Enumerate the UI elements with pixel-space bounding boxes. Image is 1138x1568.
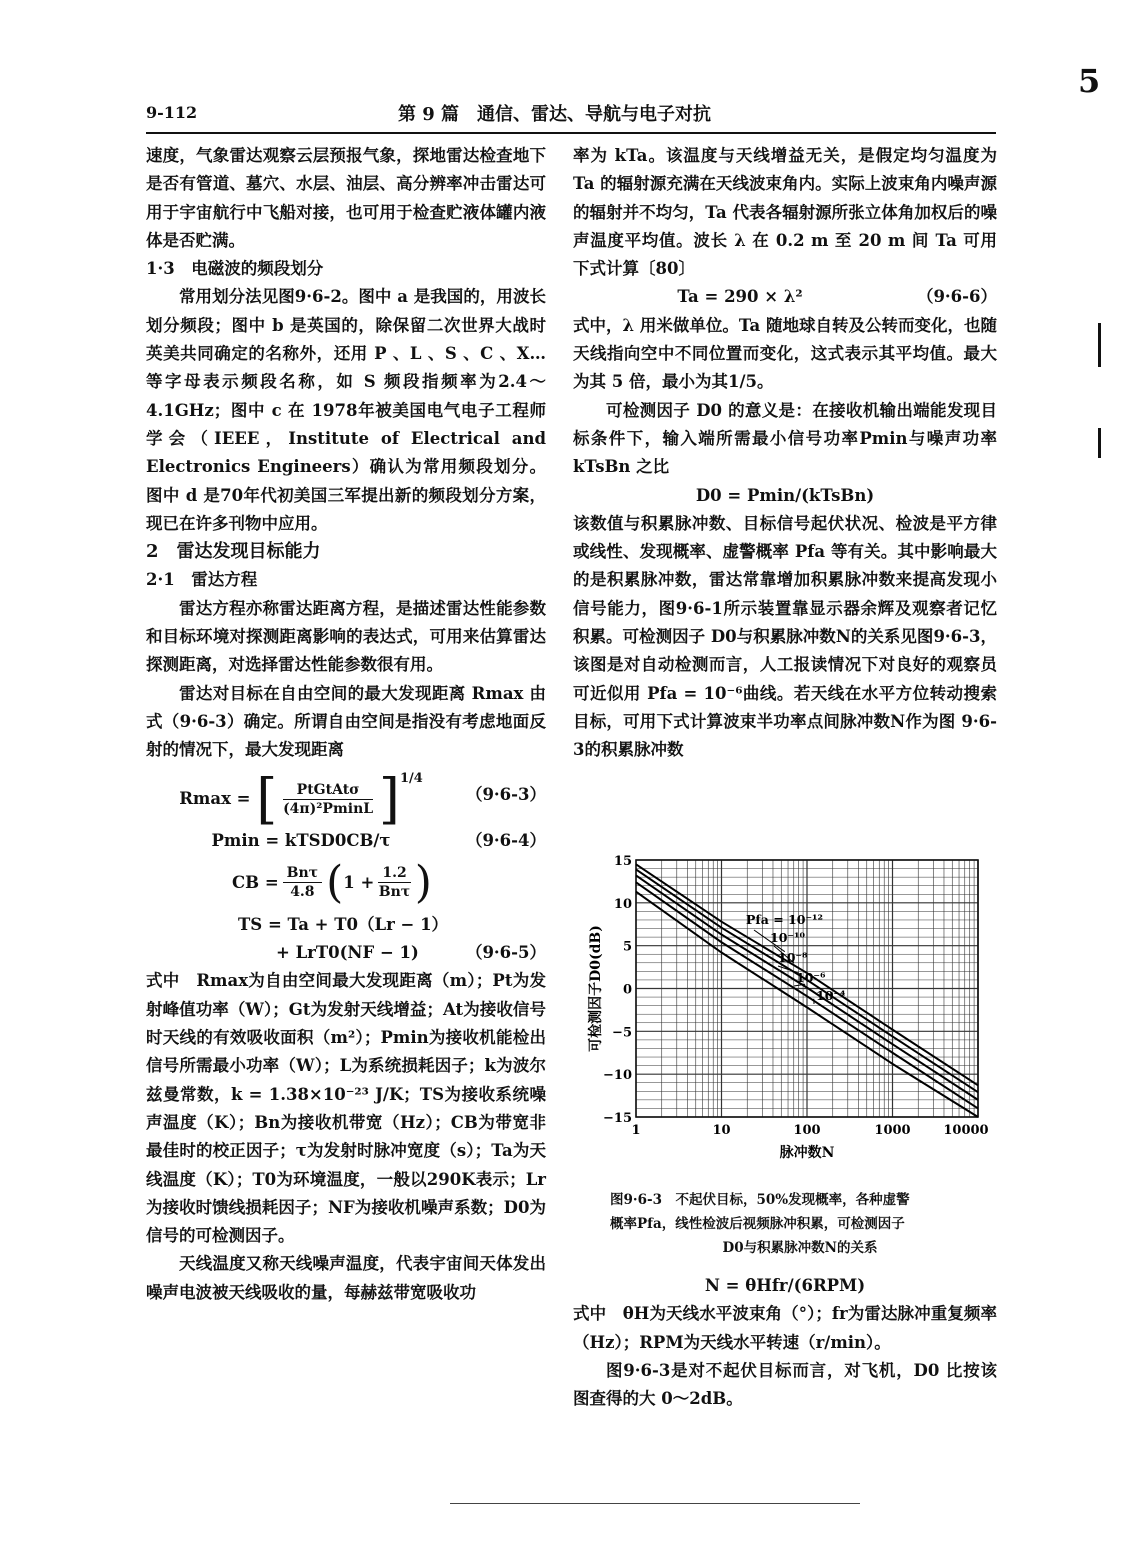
y-axis-label: 可检测因子D0(dB) — [588, 925, 604, 1052]
y-tick-label: −15 — [603, 1111, 632, 1126]
equation-cb: CB = $\frac{\text{Bnτ}}{4.8}$ ( 1 + $\frac{1.2}{\text{Bnτ}}$ ) — [232, 856, 432, 908]
series-label: 10⁻⁶ — [796, 970, 826, 985]
x-tick-label: 1000 — [874, 1123, 911, 1138]
equation: Pmin = kTSD0CB/τ — [211, 830, 391, 850]
equation-number: （9·6-4） — [465, 830, 546, 850]
y-tick-label: −10 — [603, 1068, 632, 1084]
margin-mark — [1098, 428, 1101, 458]
eq-lhs: Rmax = — [179, 788, 251, 808]
series-label: 10⁻⁴ — [816, 988, 846, 1003]
paragraph: 可检测因子 D0 的意义是：在接收机输出端能发现目标条件下，输入端所需最小信号功率Pmin与噪声功率 kTsBn 之比 — [573, 400, 997, 477]
equation: Ta = 290 × λ² — [677, 287, 803, 307]
paragraph: 雷达方程亦称雷达距离方程，是描述雷达性能参数和目标环境对探测距离影响的表达式，可用来估算雷达探测距离，对选择雷达性能参数很有用。 — [146, 598, 546, 675]
equation-9-6-3: Rmax = [ $\frac{\text{PtGtAtσ}}{\text{(4π)²PminL}}$ ]$^{1/4}$ （9·6-3） — [179, 767, 546, 831]
equation: + LrT0(NF − 1) — [276, 943, 419, 963]
page-number: 9-112 — [146, 103, 198, 122]
x-tick-label: 10 — [712, 1123, 731, 1138]
x-tick-label: 1 — [631, 1123, 641, 1138]
x-tick-label: 100 — [793, 1123, 821, 1138]
equation-9-6-4 — [146, 827, 546, 855]
bottom-rule — [450, 1503, 860, 1504]
paragraph: 速度，气象雷达观察云层预报气象，探地雷达检查地下是否有管道、墓穴、水层、油层、高分辨率冲击雷达可用于宇宙航行中飞船对接，也可用于检查贮液体罐内液体是否贮满。 — [146, 146, 546, 250]
paragraph: 式中，λ 用米做单位。Ta 随地球自转及公转而变化，也随天线指向空中不同位置而变化，这式表示其平均值。最大为其 5 倍，最小为其1/5。 — [573, 315, 997, 392]
series-label: 10⁻¹⁰ — [770, 930, 805, 945]
paragraph: 雷达对目标在自由空间的最大发现距离 Rmax 由式（9·6-3）确定。所谓自由空间是指没有考虑地面反射的情况下，最大发现距离 — [146, 683, 546, 760]
eq-one: 1 + — [343, 872, 375, 892]
chapter-title: 第 9 篇 通信、雷达、导航与电子对抗 — [398, 104, 712, 125]
figure-caption — [610, 1188, 990, 1260]
y-tick-label: 15 — [613, 854, 632, 869]
y-tick-label: 0 — [622, 982, 632, 998]
paragraph: 式中 θH为天线水平波束角（°）；fr为雷达脉冲重复频率（Hz）；RPM为天线水平转速（r/min）。 — [573, 1304, 997, 1352]
series-label: 10⁻⁸ — [778, 950, 808, 965]
eq-denominator: 4.8 — [290, 884, 315, 901]
equation-ts-1: TS = Ta + T0（Lr − 1） — [238, 914, 449, 934]
section-heading: 2·1 雷达方程 — [146, 570, 258, 590]
left-column — [146, 142, 546, 1307]
paragraph: 式中 Rmax为自由空间最大发现距离（m）；Pt为发射峰值功率（W）；Gt为发射天线增益；At为接收信号时天线的有效吸收面积（m²）；Pmin为接收机能检出信号所需最小功率（W）；L为系统损耗因子；k为波尔兹曼常数，k = 1.38×10⁻²³ J/K；TS为接收系统噪声温度（K）；Bn为接收机带宽（Hz）；CB为带宽非最佳时的校正因子；τ为发射时脉冲宽度（s）；Ta为天线温度（K）；T0为环境温度，一般以290K表示；Lr为接收时馈线损耗因子；NF为接收机噪声系数；D0为信号的可检测因子。 — [146, 971, 546, 1246]
equation-number: （9·6-6） — [916, 287, 997, 307]
caption-line: D0与积累脉冲数N的关系 — [722, 1240, 878, 1256]
eq-denominator: (4π)²PminL — [283, 800, 374, 817]
section-heading: 2 雷达发现目标能力 — [146, 541, 321, 563]
x-axis-label: 脉冲数N — [779, 1145, 835, 1161]
section-heading: 1·3 电磁波的频段划分 — [146, 259, 324, 279]
detectability-chart — [578, 842, 998, 1187]
x-tick-label: 10000 — [943, 1123, 989, 1138]
paragraph: 率为 kTa。该温度与天线增益无关，是假定均匀温度为 Ta 的辐射源充满在天线波束角内。实际上波束角内噪声源的辐射并不均匀，Ta 代表各辐射源所张立体角加权后的噪声温度平均值。波长 λ 在 0.2 m 至 20 m 间 Ta 可用下式计算〔80〕 — [573, 146, 997, 279]
equation-9-6-6 — [573, 283, 997, 311]
corner-page-number: 5 — [1078, 62, 1101, 100]
equation-number: （9·6-5） — [465, 943, 546, 963]
equation-d0: D0 = Pmin/(kTsBn) — [695, 485, 875, 505]
paragraph: 常用划分法见图9·6-2。图中 a 是我国的，用波长划分频段；图中 b 是英国的，除保留二次世界大战时英美共同确定的名称外，还用 P 、L 、S 、C 、X…等字母表示频段名称，如 S 频段指频率为2.4～4.1GHz；图中 c 在 1978年被美国电气电子工程师学会（IEEE，Institute of Electrical and Electronics Engineers）确认为常用频段划分。图中 d 是70年代初美国三军提出新的频段划分方案，现已在许多刊物中应用。 — [146, 287, 546, 533]
y-tick-label: 5 — [622, 939, 632, 955]
equation-number: （9·6-3） — [465, 785, 546, 805]
series-label: Pfa = 10⁻¹² — [746, 912, 823, 927]
equation-9-6-5 — [146, 939, 546, 967]
paragraph: 图9·6-3是对不起伏目标而言，对飞机，D0 比按该图查得的大 0～2dB。 — [573, 1360, 997, 1409]
eq-numerator: Bnτ — [283, 864, 322, 883]
right-column — [573, 142, 997, 765]
right-lower — [573, 1272, 997, 1413]
eq-numerator: 1.2 — [378, 864, 410, 883]
eq-numerator: PtGtAtσ — [283, 781, 373, 800]
equation-n: N = θHfr/(6RPM) — [704, 1276, 866, 1295]
caption-line: 概率Pfa，线性检波后视频脉冲积累，可检测因子 — [610, 1216, 905, 1232]
margin-mark — [1098, 323, 1101, 367]
y-tick-label: 10 — [613, 896, 632, 912]
y-tick-label: −5 — [612, 1025, 632, 1041]
eq-exponent: 1/4 — [399, 770, 423, 786]
paragraph: 天线温度又称天线噪声温度，代表宇宙间天体发出噪声电波被天线吸收的量，每赫兹带宽吸收功 — [146, 1254, 546, 1302]
header-rule — [146, 132, 996, 134]
eq-denominator: Bnτ — [378, 884, 411, 901]
paragraph: 该数值与积累脉冲数、目标信号起伏状况、检波是平方律或线性、发现概率、虚警概率 Pfa 等有关。其中影响最大的是积累脉冲数，雷达常靠增加积累脉冲数来提高发现小信号能力，图9·6-1所示装置靠显示器余辉及观察者记忆积累。可检测因子 D0与积累脉冲数N的关系见图9·6-3，该图是对自动检测而言，人工报读情况下对良好的观察员可近似用 Pfa = 10⁻⁶曲线。若天线在水平方位转动搜索目标，可用下式计算波束半功率点间脉冲数N作为图 9·6-3的积累脉冲数 — [573, 513, 997, 760]
caption-line: 图9·6-3 不起伏目标，50%发现概率，各种虚警 — [610, 1192, 910, 1208]
eq-lhs: CB = — [232, 872, 279, 892]
figure-9-6-3 — [578, 842, 998, 1187]
